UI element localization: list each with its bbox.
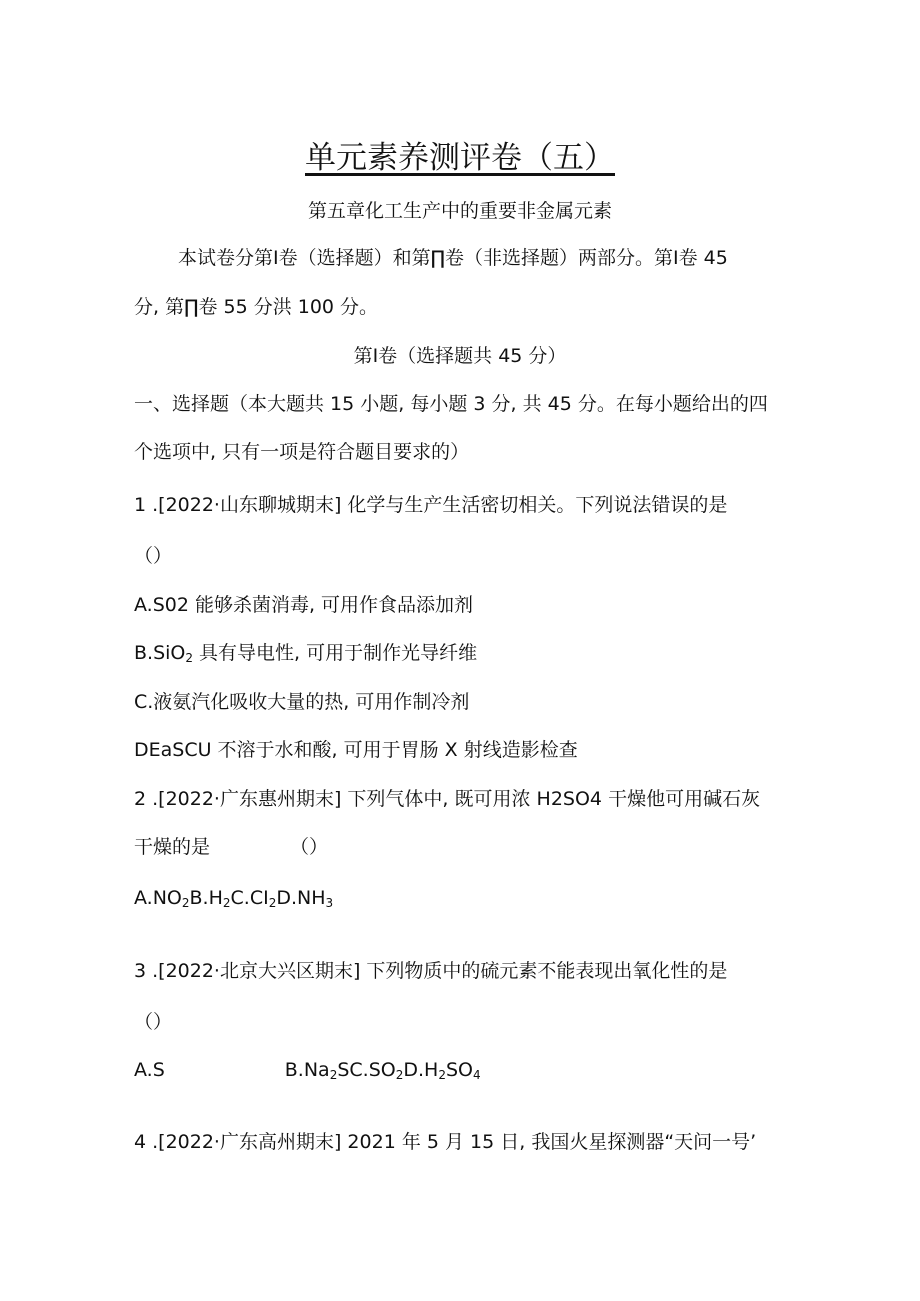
q2-option-c: C.CI: [230, 887, 269, 909]
chapter-subtitle: 第五章化工生产中的重要非金属元素: [307, 200, 612, 222]
q2-option-b: B.H: [189, 887, 223, 909]
q2-option-c-sub: 2: [268, 896, 277, 910]
question-3-stem: 3 .[2022·北京大兴区期末] 下列物质中的硫元素不能表现出氧化性的是: [134, 960, 728, 982]
question-2-stem: 2 .[2022·广东惠州期末] 下列气体中, 既可用浓 H2SO4 干燥他可用碱石灰: [134, 788, 761, 810]
q3-option-b-tail: S: [337, 1059, 350, 1081]
q3-option-b: B.Na: [284, 1059, 330, 1081]
intro-line-1: 本试卷分第Ⅰ卷（选择题）和第∏卷（非选择题）两部分。第Ⅰ卷 45: [178, 247, 728, 269]
option-b-subscript: 2: [185, 651, 194, 665]
q2-option-a-sub: 2: [181, 896, 190, 910]
section-heading-line-1: 一、选择题（本大题共 15 小题, 每小题 3 分, 共 45 分。在每小题给出的四: [134, 393, 768, 415]
intro-line-2: 分, 第∏卷 55 分洪 100 分。: [134, 296, 379, 318]
question-2-options: [134, 887, 333, 909]
question-3-options: [134, 1059, 481, 1081]
question-1-option-d: DEaSCU 不溶于水和酸, 可用于胃肠 X 射线造影检查: [134, 739, 578, 761]
q3-option-c-sub: 2: [395, 1068, 404, 1082]
q2-option-a: A.NO: [134, 887, 182, 909]
q3-option-d: D.H: [403, 1059, 439, 1081]
page-title: 单元素养测评卷（五）: [305, 140, 615, 176]
question-3-blank: （）: [134, 1011, 173, 1033]
q2-option-d: D.NH: [276, 887, 326, 909]
question-2-stem-line-2: [134, 832, 328, 859]
option-b-prefix: B.SiO: [134, 642, 186, 664]
q3-option-d-sub2: 4: [473, 1068, 481, 1082]
question-1-blank: （）: [134, 545, 173, 567]
q3-option-a: A.S: [134, 1059, 165, 1081]
q3-option-d-mid: SO: [445, 1059, 473, 1081]
q2-option-d-sub: 3: [325, 896, 334, 910]
part1-heading: 第Ⅰ卷（选择题共 45 分）: [353, 345, 567, 367]
question-1-stem: 1 .[2022·山东聊城期末] 化学与生产生活密切相关。下列说法错误的是: [134, 494, 728, 516]
question-4-stem: 4 .[2022·广东高州期末] 2021 年 5 月 15 日, 我国火星探测器“天问一号’: [134, 1131, 757, 1153]
q3-option-c: C.SO: [349, 1059, 396, 1081]
q3-option-d-sub: 2: [438, 1068, 446, 1082]
option-b-text: 具有导电性, 可用于制作光导纤维: [193, 642, 478, 664]
q3-option-b-sub: 2: [329, 1068, 338, 1082]
question-2-blank: （）: [290, 836, 329, 858]
question-1-option-b: [134, 638, 477, 665]
question-1-option-a: A.S02 能够杀菌消毒, 可用作食品添加剂: [134, 594, 474, 616]
q2-option-b-sub: 2: [222, 896, 231, 910]
question-2-stem-text: 干燥的是: [134, 836, 211, 858]
section-heading-line-2: 个选项中, 只有一项是符合题目要求的）: [134, 441, 470, 463]
question-1-option-c: C.液氨汽化吸收大量的热, 可用作制冷剂: [134, 691, 470, 713]
